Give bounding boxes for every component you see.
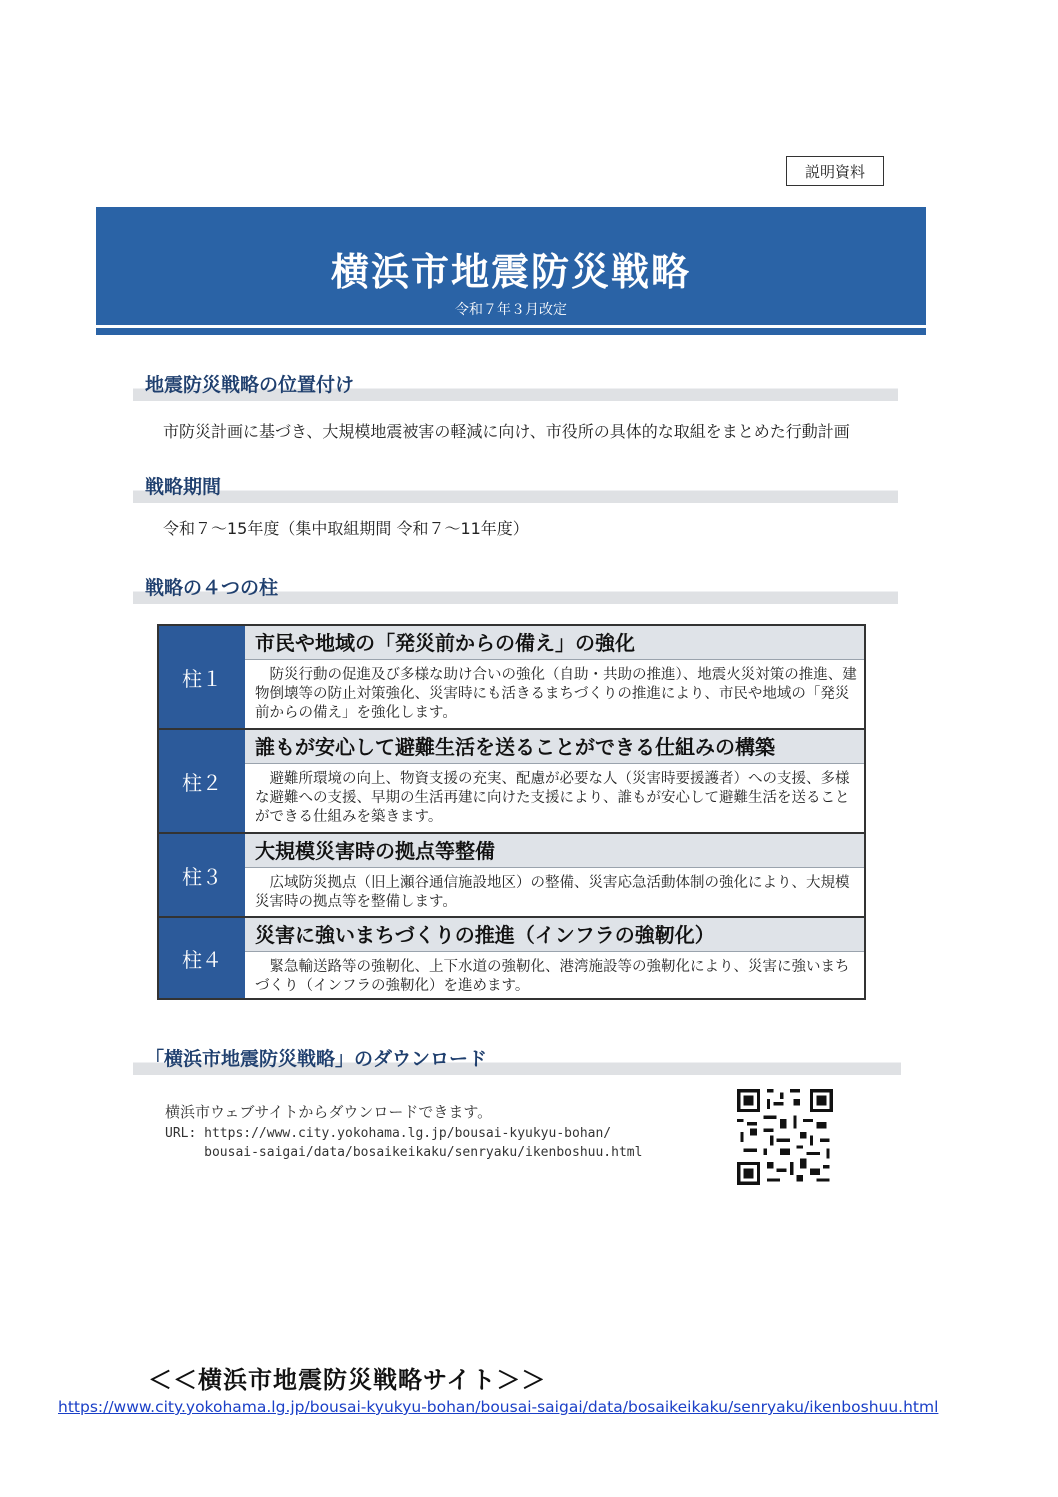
download-text: 横浜市ウェブサイトからダウンロードできます。 — [165, 1103, 493, 1121]
section-heading-period: 戦略期間 — [133, 475, 898, 503]
download-url-line: URL: https://www.city.yokohama.lg.jp/bousai-kyukyu-bohan/ — [165, 1126, 612, 1141]
pillar-label: 柱２ — [159, 730, 245, 832]
pillar-title: 大規模災害時の拠点等整備 — [245, 834, 864, 868]
banner-underline — [96, 328, 926, 335]
title-banner — [96, 207, 926, 325]
pillar-description: 防災行動の促進及び多様な助け合いの強化（自助・共助の推進）、地震火災対策の推進、建物倒壊等の防止対策強化、災害時にも活きるまちづくりの推進により、市民や地域の「発災前からの備え」を強化します。 — [255, 667, 857, 721]
period-text: 令和７～15年度（集中取組期間 令和７～11年度） — [163, 519, 529, 538]
pillar-description: 広域防災拠点（旧上瀬谷通信施設地区）の整備、災害応急活動体制の強化により、大規模災害時の拠点等を整備します。 — [255, 875, 850, 910]
pillar-label: 柱３ — [159, 834, 245, 916]
pillar-label: 柱４ — [159, 918, 245, 998]
site-link[interactable]: https://www.city.yokohama.lg.jp/bousai-kyukyu-bohan/bousai-saigai/data/bosaikeikaku/senryaku/ikenboshuu.html — [58, 1398, 939, 1416]
download-url-line: bousai-saigai/data/bosaikeikaku/senryaku/ikenboshuu.html — [165, 1145, 643, 1160]
pillar-row — [159, 918, 864, 998]
pillar-row — [159, 834, 864, 918]
section-heading-download: 「横浜市地震防災戦略」のダウンロード — [133, 1047, 901, 1075]
section-heading-pillars: 戦略の４つの柱 — [133, 576, 898, 604]
download-url — [165, 1124, 642, 1162]
pillar-title: 市民や地域の「発災前からの備え」の強化 — [245, 626, 864, 660]
pillar-description: 避難所環境の向上、物資支援の充実、配慮が必要な人（災害時要援護者）への支援、多様な避難への支援、早期の生活再建に向けた支援により、誰もが安心して避難生活を送ることができる仕組みを築きます。 — [255, 771, 850, 825]
pillars-table — [157, 624, 866, 1000]
qr-code-icon — [737, 1089, 833, 1185]
pillar-title: 誰もが安心して避難生活を送ることができる仕組みの構築 — [245, 730, 864, 764]
revision-date: 令和７年３月改定 — [455, 302, 567, 318]
document-title: 横浜市地震防災戦略 — [330, 250, 691, 294]
document-tag: 説明資料 — [786, 156, 884, 186]
section-heading-position: 地震防災戦略の位置付け — [133, 373, 898, 401]
pillar-title: 災害に強いまちづくりの推進（インフラの強靭化） — [245, 918, 864, 952]
site-title: ＜＜横浜市地震防災戦略サイト＞＞ — [148, 1366, 547, 1394]
pillar-label: 柱１ — [159, 626, 245, 728]
pillar-description: 緊急輸送路等の強靭化、上下水道の強靭化、港湾施設等の強靭化により、災害に強いまちづくり（インフラの強靭化）を進めます。 — [255, 959, 850, 994]
position-text: 市防災計画に基づき、大規模地震被害の軽減に向け、市役所の具体的な取組をまとめた行動計画 — [163, 422, 850, 441]
pillar-row — [159, 626, 864, 730]
pillar-row — [159, 730, 864, 834]
